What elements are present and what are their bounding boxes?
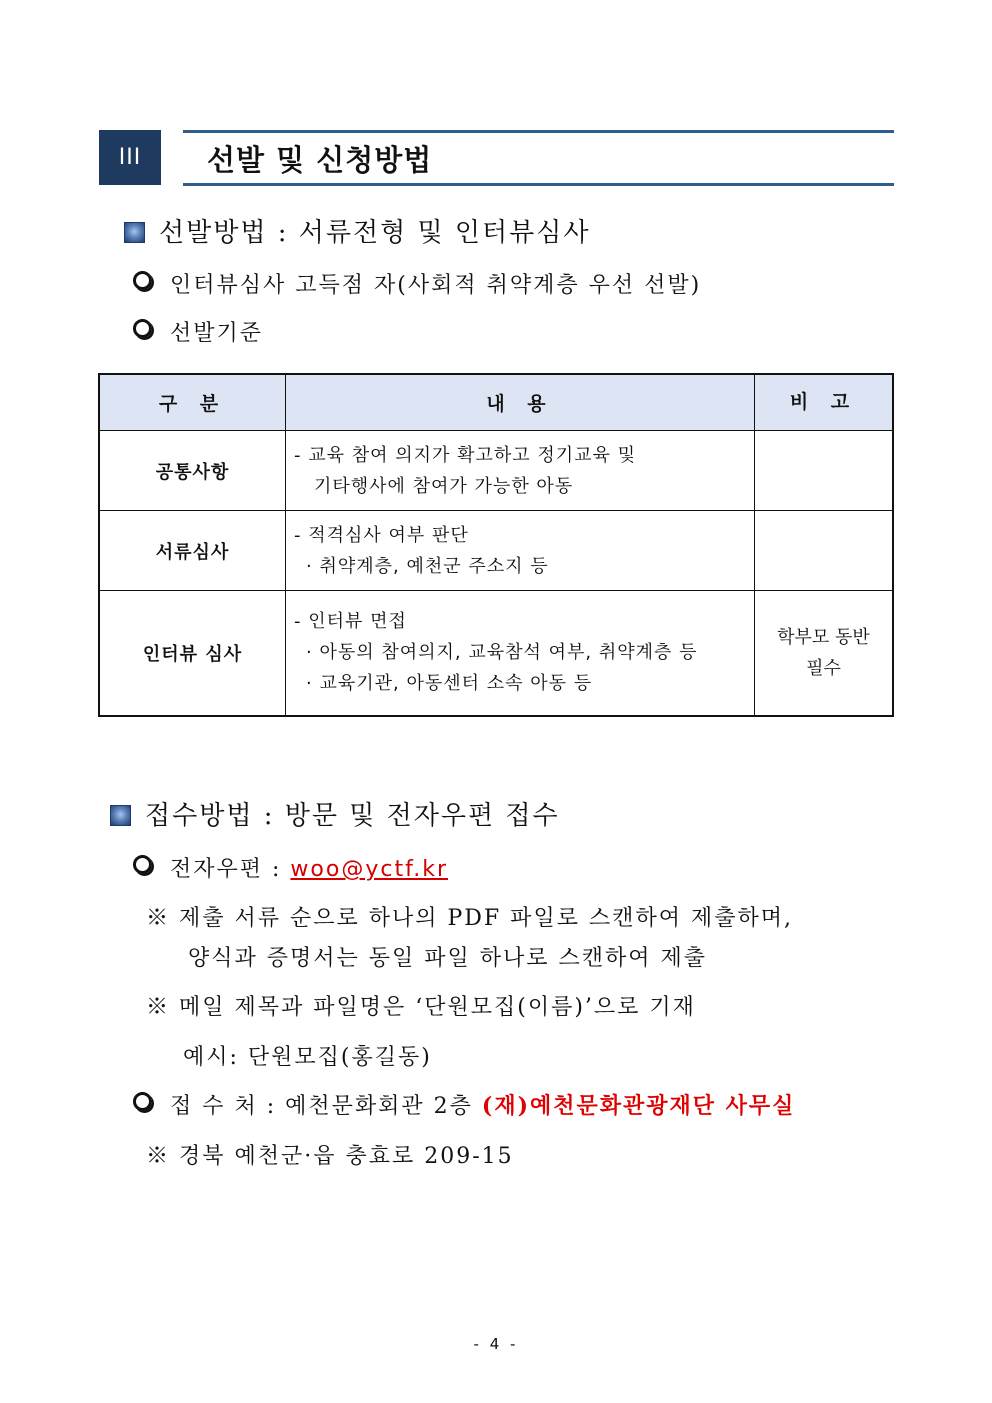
address-line: ※ 경북 예천군·읍 충효로 209-15	[146, 1144, 514, 1169]
content-line: · 아동의 참여의지, 교육참석 여부, 취약계층 등	[306, 642, 698, 664]
receipt-heading-row	[110, 795, 560, 832]
section-title: 선발 및 신청방법	[207, 143, 433, 177]
receipt-place-row	[133, 1089, 795, 1120]
receipt-heading: 접수방법 : 방문 및 전자우편 접수	[145, 801, 560, 831]
selection-item-1	[133, 268, 701, 299]
row-note	[755, 431, 894, 511]
row-category: 서류심사	[99, 511, 286, 591]
content-line: - 교육 참여 의지가 확고하고 정기교육 및	[294, 444, 637, 466]
submission-note-1: ※ 제출 서류 순으로 하나의 PDF 파일로 스캔하여 제출하며,	[146, 906, 793, 931]
submission-note-2: ※ 메일 제목과 파일명은 ‘단원모집(이름)’으로 기재	[146, 995, 696, 1020]
row-content	[286, 431, 755, 511]
selection-heading-row	[124, 212, 590, 249]
selection-item-2-text: 선발기준	[170, 321, 264, 346]
page-number: - 4 -	[473, 1335, 519, 1353]
note-line: 학부모 동반	[777, 626, 870, 648]
section-number-box: III	[99, 130, 161, 185]
content-line: - 인터뷰 면접	[294, 611, 407, 633]
circle-bullet-icon	[133, 319, 152, 338]
content-line: · 교육기관, 아동센터 소속 아동 등	[306, 673, 593, 695]
row-category: 공통사항	[99, 431, 286, 511]
circle-bullet-icon	[133, 1092, 152, 1111]
note-line: 필수	[806, 657, 841, 679]
header-content: 내 용	[286, 374, 755, 431]
square-bullet-icon	[110, 805, 131, 826]
content-line: - 적격심사 여부 판단	[294, 524, 469, 546]
table-row	[99, 591, 893, 716]
selection-item-1-text: 인터뷰심사 고득점 자(사회적 취약계층 우선 선발)	[170, 273, 702, 298]
email-link[interactable]: woo@yctf.kr	[290, 857, 448, 882]
email-label: 전자우편 :	[170, 857, 282, 882]
receipt-place-label: 접 수 처 : 예천문화회관 2층	[170, 1094, 473, 1119]
row-content	[286, 591, 755, 716]
table-header-row	[99, 374, 893, 431]
selection-criteria-table	[98, 373, 894, 717]
section-header	[99, 130, 894, 186]
circle-bullet-icon	[133, 855, 152, 874]
header-note: 비 고	[755, 374, 894, 431]
table-row	[99, 511, 893, 591]
email-row	[133, 852, 448, 883]
submission-note-1-cont: 양식과 증명서는 동일 파일 하나로 스캔하여 제출	[188, 946, 708, 971]
example-line: 예시: 단원모집(홍길동)	[183, 1045, 432, 1070]
title-rule-bottom	[183, 183, 894, 186]
row-note	[755, 591, 894, 716]
square-bullet-icon	[124, 222, 145, 243]
title-rule-top	[183, 130, 894, 133]
row-category: 인터뷰 심사	[99, 591, 286, 716]
circle-bullet-icon	[133, 271, 152, 290]
content-line: 기타행사에 참여가 가능한 아동	[314, 475, 574, 497]
selection-item-2	[133, 316, 263, 347]
row-note	[755, 511, 894, 591]
selection-heading: 선발방법 : 서류전형 및 인터뷰심사	[159, 218, 591, 248]
row-content	[286, 511, 755, 591]
table-row	[99, 431, 893, 511]
content-line: · 취약계층, 예천군 주소지 등	[306, 555, 549, 577]
header-category: 구 분	[99, 374, 286, 431]
receipt-place-highlight: (재)예천문화관광재단 사무실	[481, 1093, 796, 1119]
